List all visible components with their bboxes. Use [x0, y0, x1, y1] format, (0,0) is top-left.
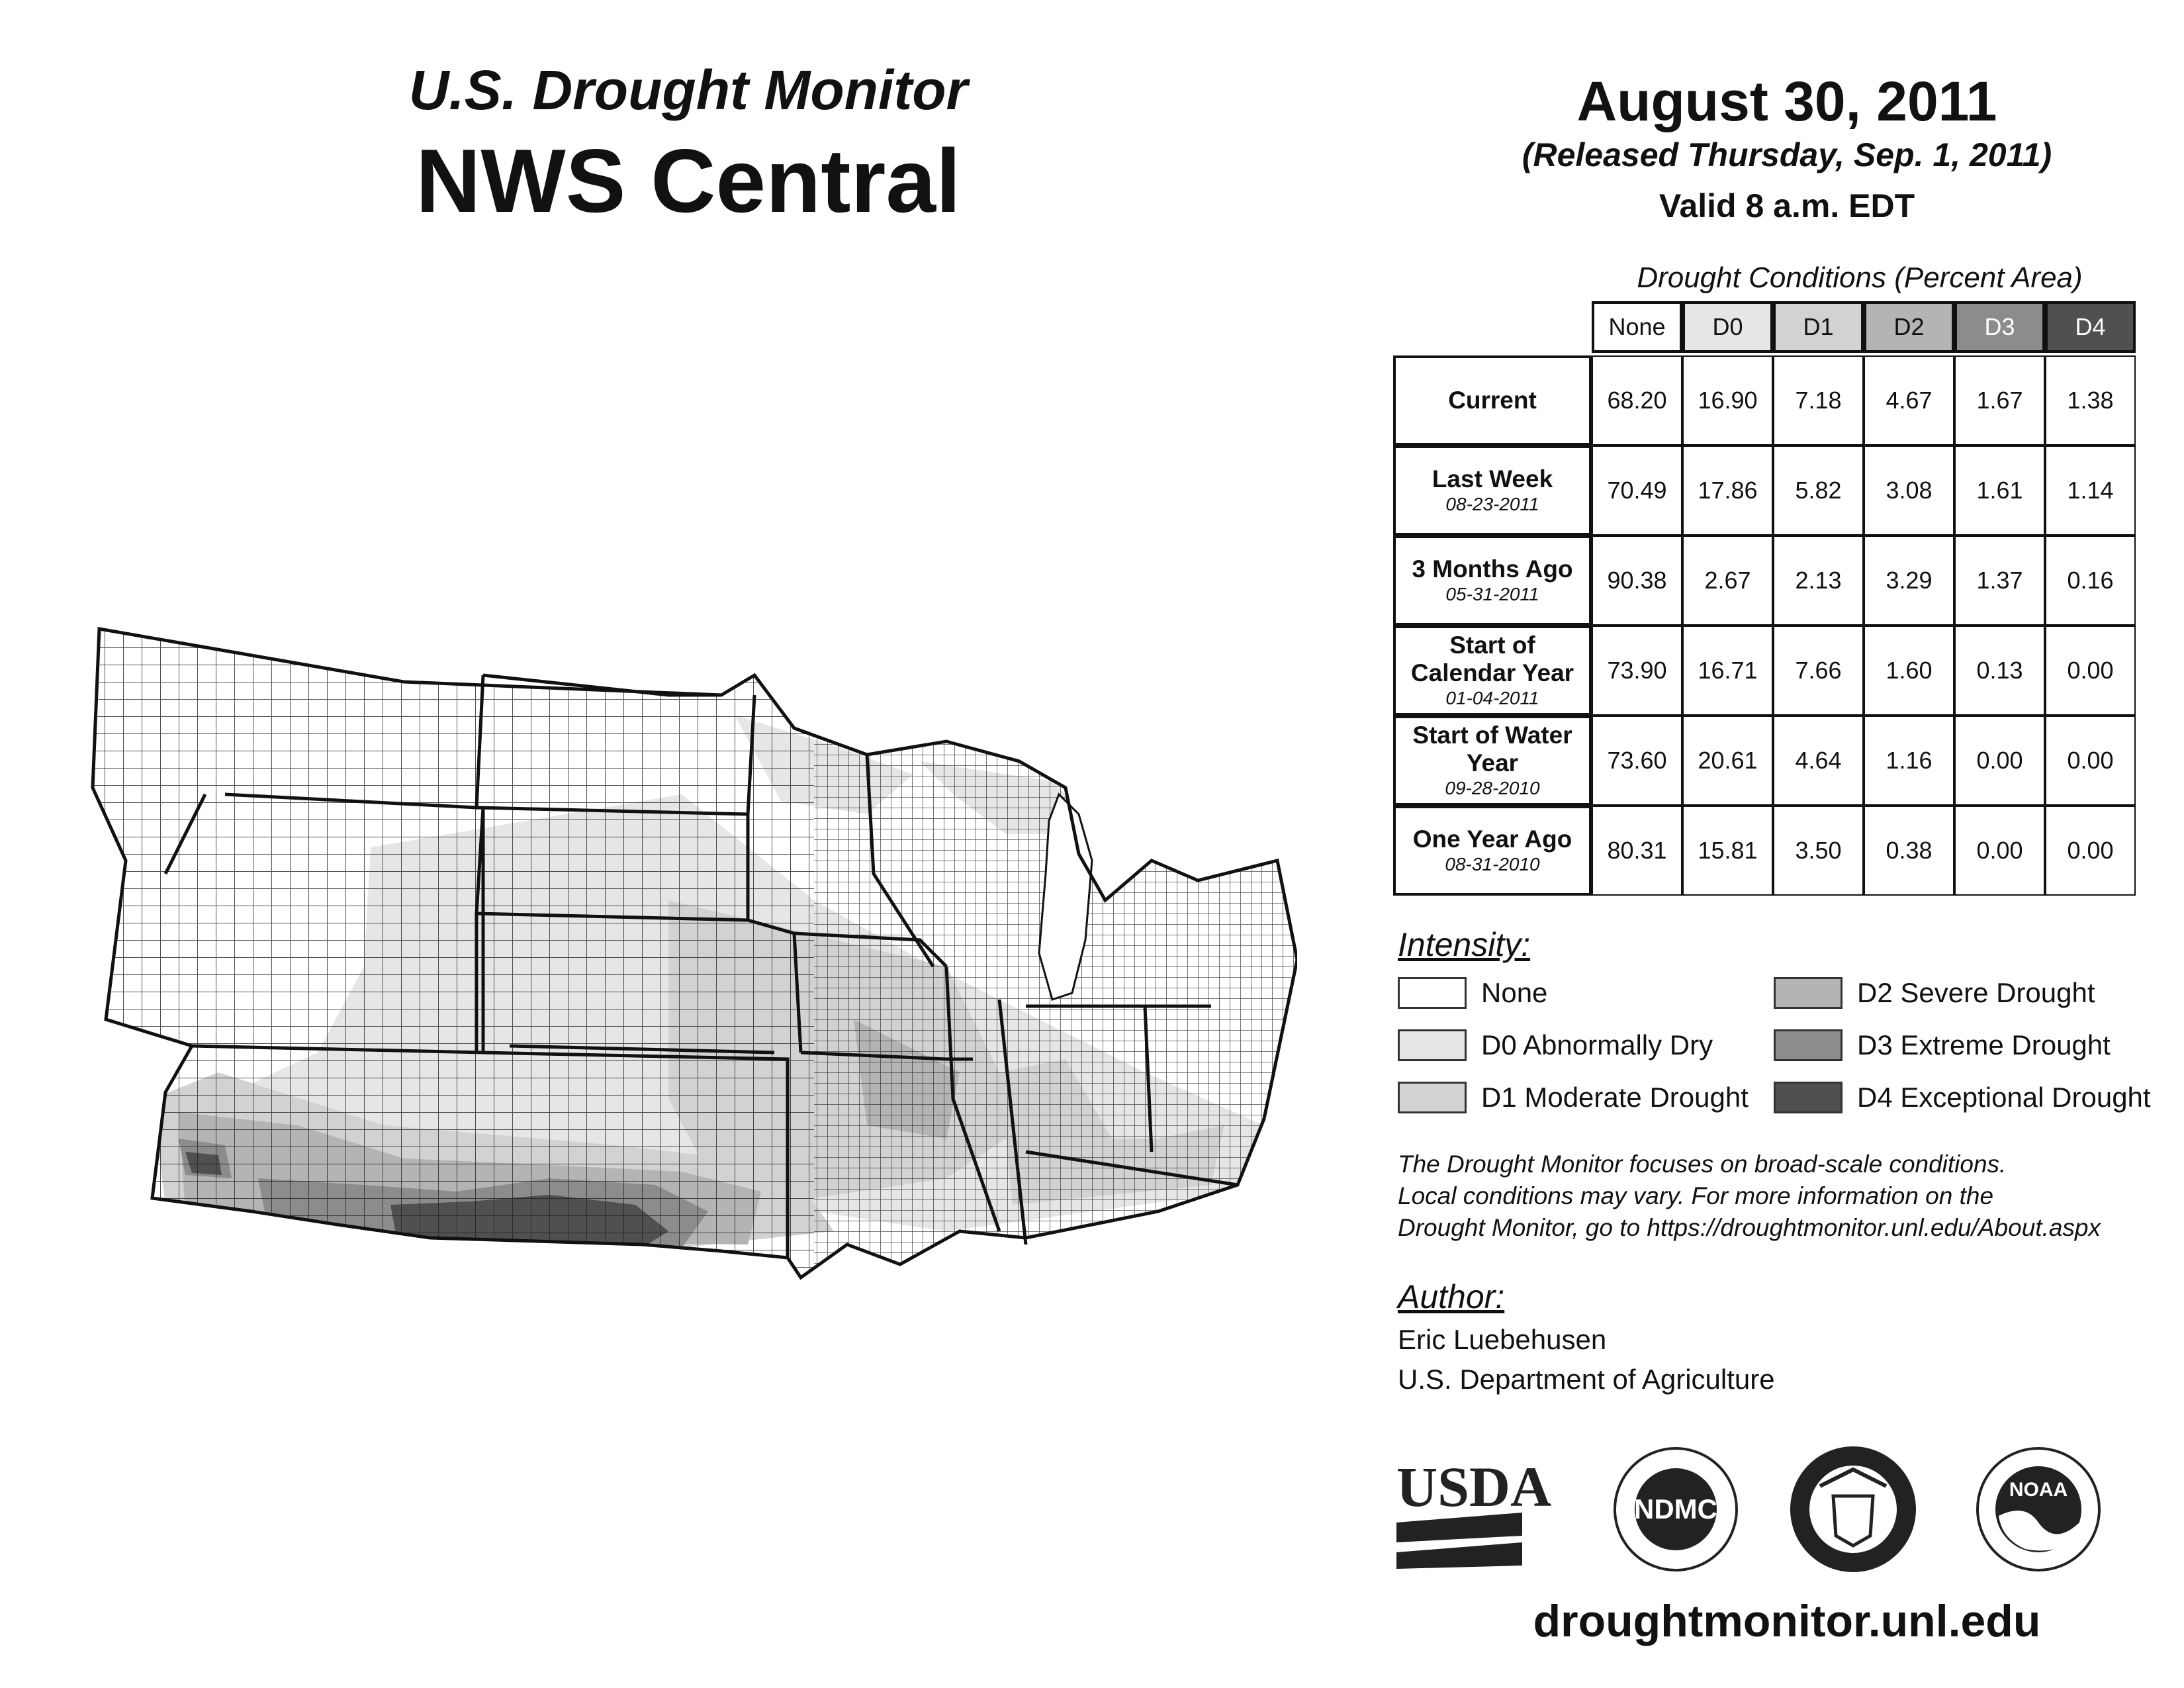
- table-row: [1393, 355, 2138, 445]
- noaa-logo: [1978, 1448, 2099, 1570]
- svg-text:NDMC: NDMC: [1634, 1493, 1717, 1524]
- column-header-none: None: [1592, 301, 1682, 353]
- table-cell: 0.00: [2045, 806, 2136, 896]
- usda-logo: [1396, 1455, 1551, 1569]
- table-cell: 3.50: [1773, 806, 1864, 896]
- legend-swatch-d1: [1398, 1082, 1467, 1113]
- column-header-d0: D0: [1682, 301, 1773, 353]
- column-header-d1: D1: [1773, 301, 1864, 353]
- table-cell: 5.82: [1773, 445, 1864, 536]
- table-cell: 3.29: [1864, 536, 1954, 626]
- table-cell: 2.67: [1682, 536, 1773, 626]
- release-date: (Released Thursday, Sep. 1, 2011): [1522, 136, 2052, 173]
- table-cell: 80.31: [1592, 806, 1682, 896]
- table-cell: 7.66: [1773, 626, 1864, 716]
- legend-none: None: [1398, 977, 1547, 1009]
- ndmc-logo: [1615, 1448, 1737, 1570]
- table-cell: 16.90: [1682, 355, 1773, 445]
- table-cell: 0.00: [1954, 806, 2045, 896]
- table-cell: 2.13: [1773, 536, 1864, 626]
- row-label: Current: [1393, 355, 1592, 445]
- legend-d4: D4 Exceptional Drought: [1774, 1082, 2151, 1113]
- table-cell: 17.86: [1682, 445, 1773, 536]
- legend-swatch-d2: [1774, 977, 1843, 1009]
- row-label: 3 Months Ago 05-31-2011: [1393, 536, 1592, 626]
- table-cell: 68.20: [1592, 355, 1682, 445]
- table-cell: 4.67: [1864, 355, 1954, 445]
- table-cell: 0.16: [2045, 536, 2136, 626]
- row-label: Start of Calendar Year 01-04-2011: [1393, 626, 1592, 716]
- legend-swatch-none: [1398, 977, 1467, 1009]
- agency-logos: [1390, 1443, 2151, 1575]
- svg-text:USDA: USDA: [1396, 1455, 1552, 1519]
- valid-time: Valid 8 a.m. EDT: [1659, 187, 1915, 224]
- table-cell: 73.60: [1592, 716, 1682, 806]
- disclaimer: The Drought Monitor focuses on broad-scale conditions. Local conditions may vary. For more information on the Drought Monitor, go to https://droughtmonitor.unl.edu/About.aspx: [1398, 1150, 2101, 1241]
- table-cell: 1.61: [1954, 445, 2045, 536]
- row-label: Last Week 08-23-2011: [1393, 445, 1592, 536]
- table-cell: 1.14: [2045, 445, 2136, 536]
- table-cell: 0.00: [1954, 716, 2045, 806]
- table-cell: 1.60: [1864, 626, 1954, 716]
- region-title: NWS Central: [416, 130, 961, 231]
- svg-text:NOAA: NOAA: [2009, 1479, 2068, 1501]
- table-cell: 90.38: [1592, 536, 1682, 626]
- drought-map: [86, 596, 1297, 1331]
- table-cell: 15.81: [1682, 806, 1773, 896]
- table-row: [1393, 806, 2138, 896]
- table-cell: 1.16: [1864, 716, 1954, 806]
- legend-d0: D0 Abnormally Dry: [1398, 1029, 1713, 1061]
- table-row: [1393, 716, 2138, 806]
- author-organization: U.S. Department of Agriculture: [1398, 1364, 1775, 1395]
- legend-d2: D2 Severe Drought: [1774, 977, 2095, 1009]
- website-link[interactable]: droughtmonitor.unl.edu: [1533, 1596, 2041, 1646]
- row-label: One Year Ago 08-31-2010: [1393, 806, 1592, 896]
- conditions-table-title: Drought Conditions (Percent Area): [1637, 261, 2083, 294]
- table-row: [1393, 626, 2138, 716]
- commerce-seal: [1790, 1446, 1916, 1572]
- table-row: [1393, 445, 2138, 536]
- column-header-d4: D4: [2045, 301, 2136, 353]
- table-cell: 1.37: [1954, 536, 2045, 626]
- table-cell: 0.00: [2045, 626, 2136, 716]
- legend-swatch-d0: [1398, 1029, 1467, 1061]
- table-cell: 0.13: [1954, 626, 2045, 716]
- table-cell: 7.18: [1773, 355, 1864, 445]
- legend-d3: D3 Extreme Drought: [1774, 1029, 2111, 1061]
- table-cell: 3.08: [1864, 445, 1954, 536]
- column-header-d2: D2: [1864, 301, 1954, 353]
- table-cell: 20.61: [1682, 716, 1773, 806]
- author-heading: Author:: [1398, 1278, 1505, 1315]
- legend-swatch-d4: [1774, 1082, 1843, 1113]
- table-row: [1393, 536, 2138, 626]
- table-cell: 1.38: [2045, 355, 2136, 445]
- row-label: Start of Water Year 09-28-2010: [1393, 716, 1592, 806]
- table-cell: 4.64: [1773, 716, 1864, 806]
- table-cell: 16.71: [1682, 626, 1773, 716]
- table-cell: 1.67: [1954, 355, 2045, 445]
- map-date: August 30, 2011: [1576, 70, 1997, 132]
- author-name: Eric Luebehusen: [1398, 1324, 1607, 1355]
- column-header-d3: D3: [1954, 301, 2045, 353]
- table-cell: 70.49: [1592, 445, 1682, 536]
- table-cell: 0.38: [1864, 806, 1954, 896]
- table-cell: 73.90: [1592, 626, 1682, 716]
- table-cell: 0.00: [2045, 716, 2136, 806]
- legend-swatch-d3: [1774, 1029, 1843, 1061]
- legend-d1: D1 Moderate Drought: [1398, 1082, 1749, 1113]
- product-title: U.S. Drought Monitor: [408, 59, 968, 121]
- intensity-heading: Intensity:: [1398, 926, 1531, 963]
